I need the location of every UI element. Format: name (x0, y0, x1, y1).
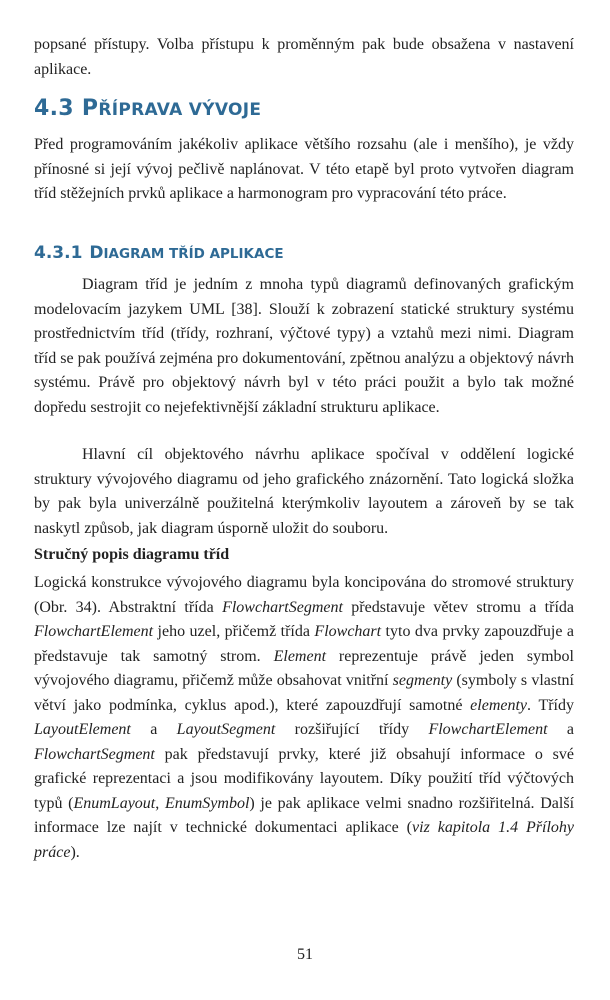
class-name: LayoutSegment (176, 721, 276, 738)
chapter-reference: viz kapitola 1.4 Přílohy práce (34, 819, 575, 861)
class-name: EnumSymbol (164, 794, 250, 812)
continuation-paragraph: popsané přístupy. Volba přístupu k proměnným pak bude obsažena v nastavení aplikace. (34, 36, 574, 78)
section-title-rest: ŘÍPRAVA VÝVOJE (98, 100, 262, 120)
subsection-title-part1: IAGRAM TŘÍD (103, 246, 210, 262)
subsection-paragraph-2: Hlavní cíl objektového návrhu aplikace spočíval v oddělení logické struktury vývojového diagramu od jeho grafického znázornění. Tato logická složka by pak byla univerzálně použitelná kterýmkoliv layoutem a zároveň by se tak naskytl způsob, jak diagram úsporně uložit do souboru. (34, 446, 574, 537)
subsection-paragraph-1: Diagram tříd je jedním z mnoha typů diagramů definovaných grafickým modelovacím jazykem UML [38]. Slouží k zobrazení statické struktury systému prostřednictvím tříd (třídy, rozhraní, výčtové typy) a vztahů mezi nimi. Diagram tříd se pak používá zejména pro dokumentování, zpětnou analýzu a objektový návrh systému. Právě pro objektový návrh byl v této práci použit a bylo tak možné dopředu sestrojit co nejefektivnější základní strukturu aplikace. (34, 276, 574, 416)
summary-heading: Stručný popis diagramu tříd (34, 546, 230, 563)
class-name: EnumLayout (73, 794, 156, 812)
section-heading (34, 96, 261, 121)
term: elementy (470, 696, 528, 714)
class-name: Flowchart (314, 623, 382, 640)
class-name: FlowchartSegment (222, 598, 343, 616)
class-name: FlowchartSegment (34, 745, 155, 763)
section-intro-paragraph: Před programováním jakékoliv aplikace většího rozsahu (ale i menšího), je vždy přínosné si její vývoj pečlivě naplánovat. V této etapě byl proto vytvořen diagram tříd stěžejních prvků aplikace a harmonogram pro vypracování této práce. (34, 136, 574, 202)
subsection-number: 4.3.1 (34, 243, 83, 263)
class-name: FlowchartElement (34, 623, 154, 640)
summary-paragraph: Logická konstrukce vývojového diagramu byla koncipována do stromové struktury (Obr. 34). Abstraktní třída FlowchartSegment představuje větev stromu a třída FlowchartElement jeho uzel, přičemž třída Flowchart tyto dva prvky zapouzdřuje a představuje tak samotný strom. Element reprezentuje právě jeden symbol vývojového diagramu, přičemž může obsahovat vnitřní segmenty (symboly s vlastní větví jako podmínka, cyklus apod.), které zapouzdřují samotné elementy. Třídy LayoutElement a LayoutSegment rozšiřující třídy FlowchartElement a FlowchartSegment pak představují prvky, které již obsahují informace o své grafické reprezentaci a jsou modifikovány layoutem. Díky použití tříd výčtových typů (EnumLayout, EnumSymbol) je pak aplikace velmi snadno rozšiřitelná. Další informace lze najít v technické dokumentaci aplikace (viz kapitola 1.4 Přílohy práce). (34, 574, 575, 861)
page-number: 51 (297, 946, 313, 963)
section-title-initial: P (81, 96, 99, 121)
class-name: FlowchartElement (428, 721, 548, 738)
term: segmenty (392, 672, 453, 689)
subsection-title-part2: APLIKACE (209, 246, 284, 262)
section-number: 4.3 (34, 96, 74, 121)
class-name: LayoutElement (34, 721, 131, 738)
subsection-title-initial: D (89, 243, 104, 263)
class-name: Element (273, 647, 327, 665)
subsection-heading (34, 243, 284, 263)
